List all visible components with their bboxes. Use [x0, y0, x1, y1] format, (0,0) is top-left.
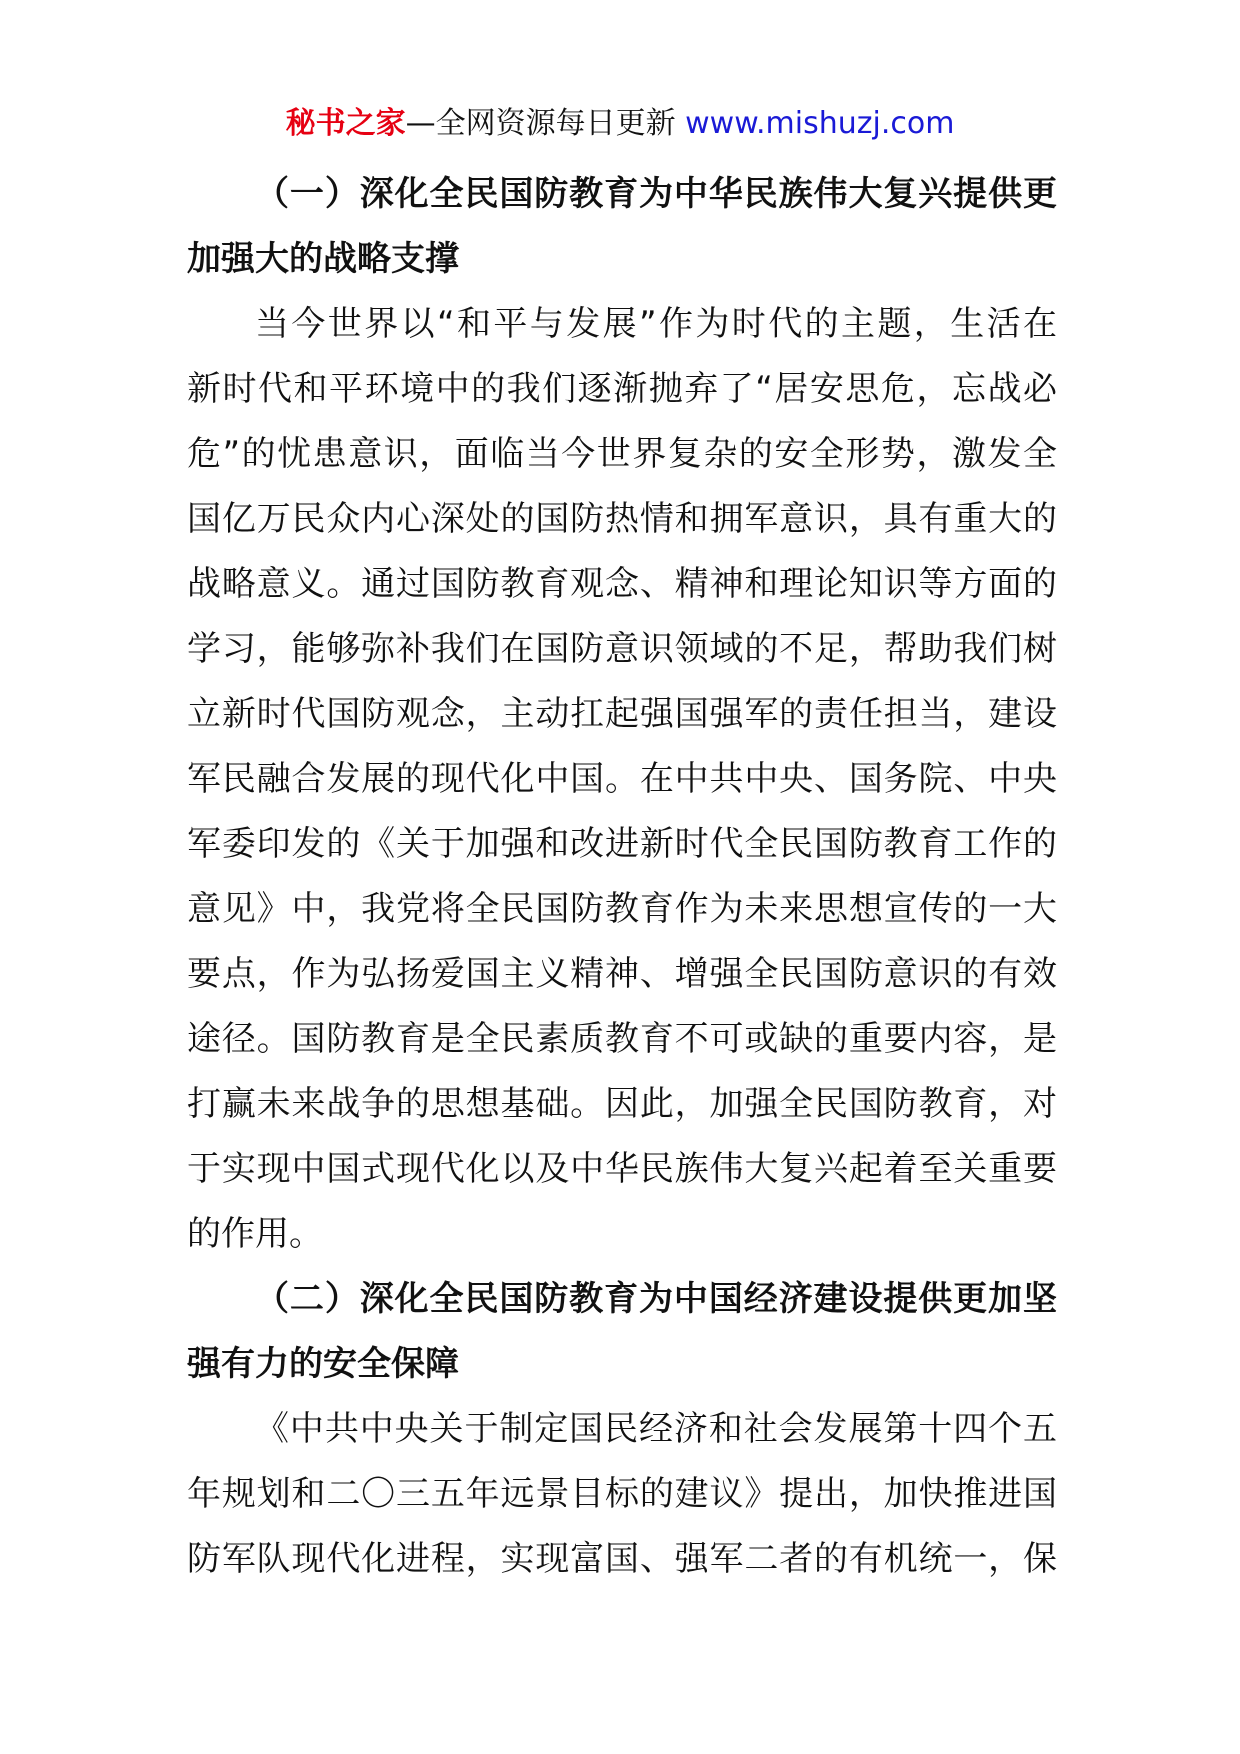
paragraph-line: 危”的忧患意识，面临当今世界复杂的安全形势，激发全 [187, 434, 1057, 474]
paragraph-line: 于实现中国式现代化以及中华民族伟大复兴起着至关重要 [187, 1149, 1057, 1189]
paragraph-line: 国亿万民众内心深处的国防热情和拥军意识，具有重大的 [187, 499, 1057, 539]
section-heading-line: 加强大的战略支撑 [187, 239, 459, 279]
paragraph-line: 年规划和二〇三五年远景目标的建议》提出，加快推进国 [187, 1474, 1057, 1514]
paragraph-line: 当今世界以“和平与发展”作为时代的主题，生活在 [255, 304, 1057, 344]
paragraph-line: 新时代和平环境中的我们逐渐抛弃了“居安思危，忘战必 [187, 369, 1057, 409]
paragraph-line: 军民融合发展的现代化中国。在中共中央、国务院、中央 [187, 759, 1057, 799]
paragraph-line: 途径。国防教育是全民素质教育不可或缺的重要内容，是 [187, 1019, 1057, 1059]
site-url[interactable]: www.mishuzj.com [685, 106, 955, 141]
site-header [0, 100, 1240, 148]
paragraph-line: 意见》中，我党将全民国防教育作为未来思想宣传的一大 [187, 889, 1057, 929]
document-body [187, 162, 1057, 1592]
header-tagline: —全网资源每日更新 [405, 106, 676, 141]
paragraph-line: 学习，能够弥补我们在国防意识领域的不足，帮助我们树 [187, 629, 1057, 669]
paragraph-line: 要点，作为弘扬爱国主义精神、增强全民国防意识的有效 [187, 954, 1057, 994]
paragraph-line: 战略意义。通过国防教育观念、精神和理论知识等方面的 [187, 564, 1057, 604]
section-heading-line: 强有力的安全保障 [187, 1344, 459, 1384]
paragraph-line: 打赢未来战争的思想基础。因此，加强全民国防教育，对 [187, 1084, 1057, 1124]
paragraph-line: 立新时代国防观念，主动扛起强国强军的责任担当，建设 [187, 694, 1057, 734]
paragraph-line: 防军队现代化进程，实现富国、强军二者的有机统一，保 [187, 1539, 1057, 1579]
paragraph-line: 的作用。 [187, 1214, 323, 1254]
section-heading-line: （一）深化全民国防教育为中华民族伟大复兴提供更 [255, 174, 1057, 214]
paragraph-line: 《中共中央关于制定国民经济和社会发展第十四个五 [255, 1409, 1057, 1449]
section-heading-line: （二）深化全民国防教育为中国经济建设提供更加坚 [255, 1279, 1057, 1319]
brand-name: 秘书之家 [285, 106, 406, 141]
paragraph-line: 军委印发的《关于加强和改进新时代全民国防教育工作的 [187, 824, 1057, 864]
